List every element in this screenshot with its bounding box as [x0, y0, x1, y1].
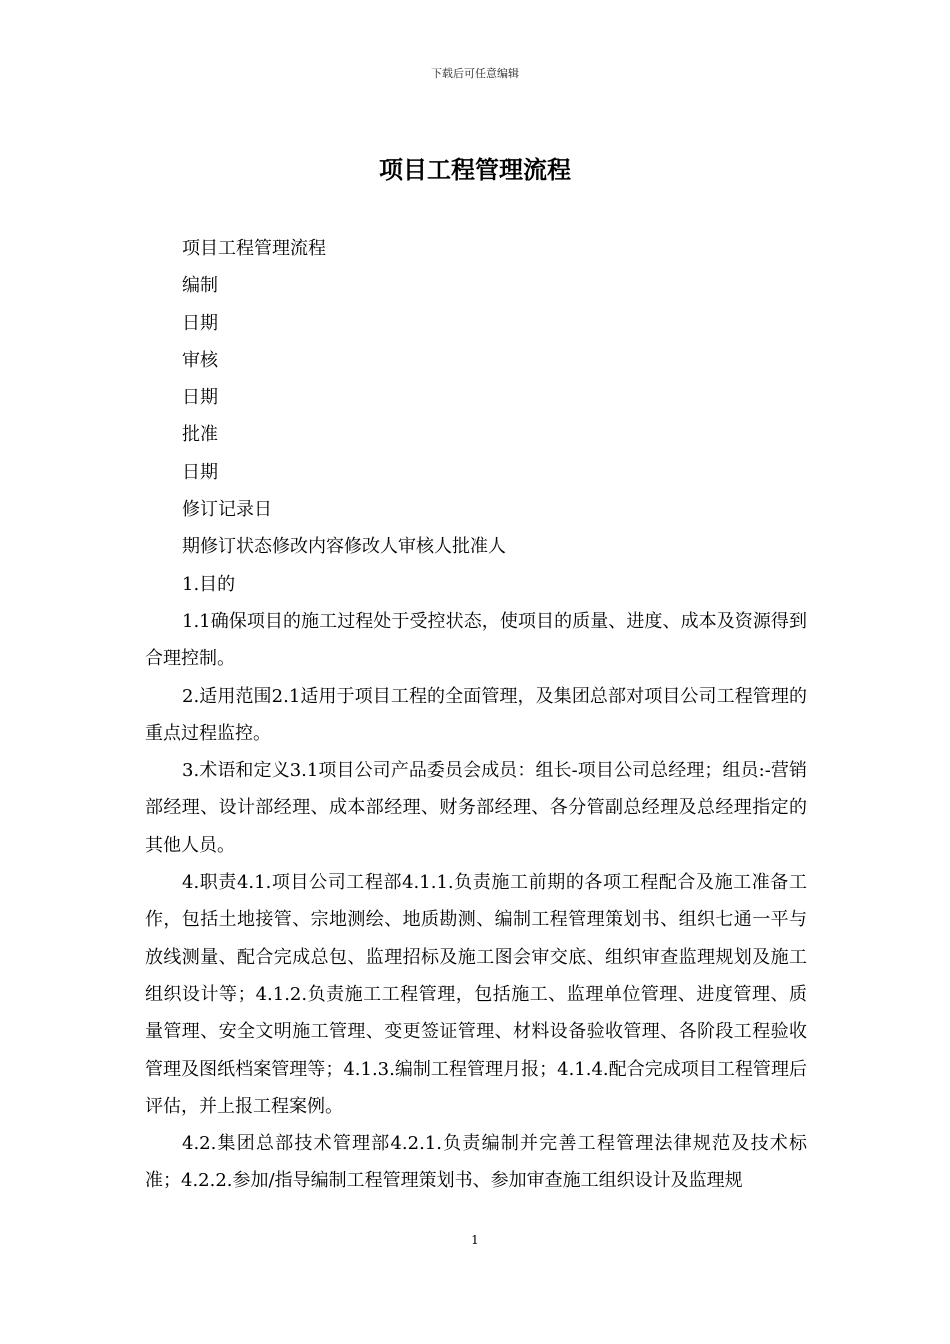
text-line: 日期 — [182, 387, 218, 409]
paragraph: 1.1确保项目的施工过程处于受控状态，使项目的质量、进度、成本及资源得到合理控制。 — [145, 610, 807, 670]
page-header: 下载后可任意编辑 — [431, 67, 519, 80]
text-line: 批准 — [182, 424, 218, 446]
document-body — [145, 230, 807, 1200]
paragraph: 4.职责4.1.项目公司工程部4.1.1.负责施工前期的各项工程配合及施工准备工作，包括土地接管、宗地测绘、地质勘测、编制工程管理策划书、组织七通一平与放线测量、配合完成总包、监理招标及施工图会审交底、组织审查监理规划及施工组织设计等；4.1.2.负责施工工程管理，包括施工、监理单位管理、进度管理、质量管理、安全文明施工管理、变更签证管理、材料设备验收管理、各阶段工程验收管理及图纸档案管理等；4.1.3.编制工程管理月报；4.1.4.配合完成项目工程管理后评估，并上报工程案例。 — [145, 872, 807, 1117]
text-line: 期修订状态修改内容修改人审核人批准人 — [182, 536, 506, 558]
page-number: 1 — [471, 1233, 479, 1247]
section-heading: 1.目的 — [182, 573, 236, 595]
text-line: 编制 — [182, 275, 218, 297]
text-line: 日期 — [182, 461, 218, 483]
text-line: 审核 — [182, 349, 218, 371]
text-line: 日期 — [182, 312, 218, 334]
paragraph: 4.2.集团总部技术管理部4.2.1.负责编制并完善工程管理法律规范及技术标准；4.2.2.参加/指导编制工程管理策划书、参加审查施工组织设计及监理规 — [145, 1133, 807, 1192]
paragraph: 3.术语和定义3.1项目公司产品委员会成员：组长-项目公司总经理；组员:-营销部经理、设计部经理、成本部经理、财务部经理、各分管副总经理及总经理指定的其他人员。 — [145, 760, 807, 856]
text-line: 项目工程管理流程 — [182, 238, 326, 259]
document-title: 项目工程管理流程 — [379, 155, 571, 184]
paragraph: 2.适用范围2.1适用于项目工程的全面管理，及集团总部对项目公司工程管理的重点过程监控。 — [145, 685, 807, 744]
text-line: 修订记录日 — [182, 499, 272, 521]
